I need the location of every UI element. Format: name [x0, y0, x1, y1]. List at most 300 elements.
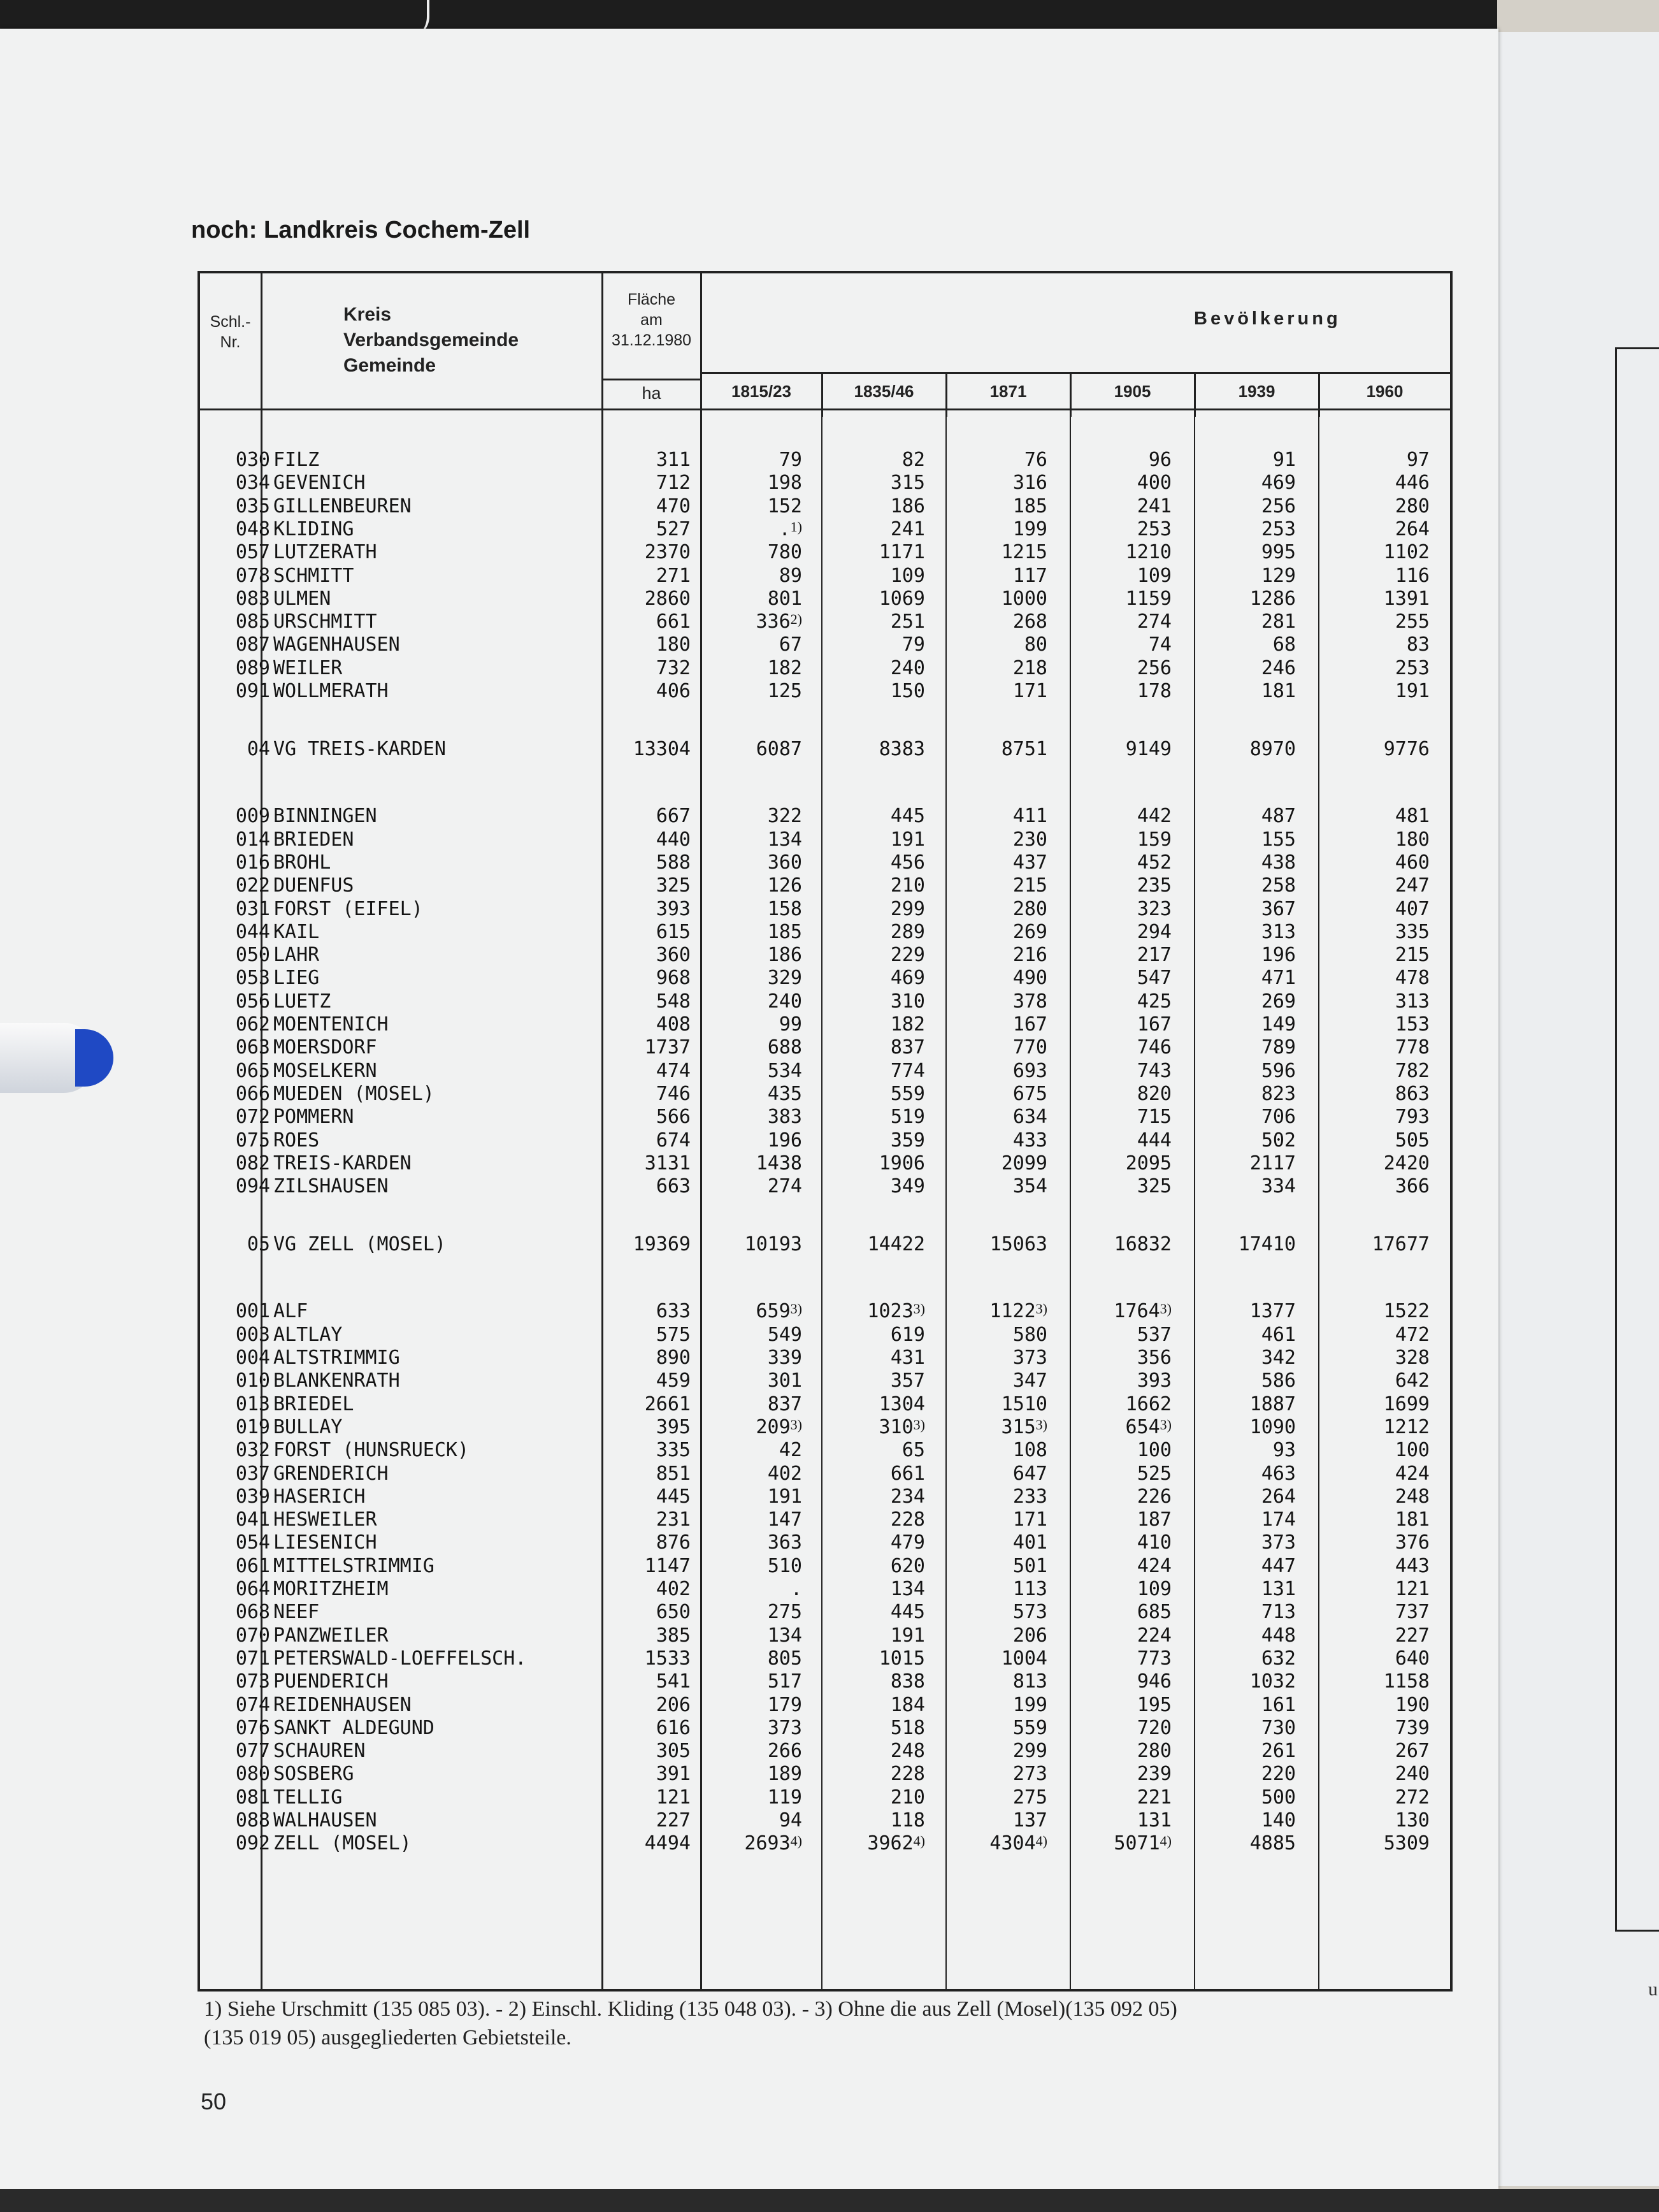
- cell-schl-nr: 044: [235, 920, 270, 943]
- cell-name: MITTELSTRIMMIG: [273, 1554, 434, 1577]
- cell-flaeche: 2860: [644, 587, 691, 610]
- cell-population: 182: [767, 656, 802, 679]
- cell-population: 2117: [1249, 1152, 1296, 1175]
- cell-population: 559: [1012, 1716, 1047, 1739]
- cell-population: 442: [1137, 805, 1172, 828]
- cell-schl-nr: 062: [235, 1013, 270, 1036]
- cell-schl-nr: 013: [235, 1392, 270, 1415]
- cell-population: 407: [1395, 897, 1430, 920]
- footnote-line: 1) Siehe Urschmitt (135 085 03). - 2) Einschl. Kliding (135 048 03). - 3) Ohne die aus Zell (Mosel)(135 092 05): [204, 1997, 1177, 2021]
- cell-population: 431: [890, 1347, 925, 1369]
- cell-flaeche: 616: [656, 1716, 691, 1739]
- cell-flaeche: 968: [656, 967, 691, 990]
- footnote-marker: 3): [1035, 1301, 1047, 1317]
- cell-flaeche: 633: [656, 1300, 691, 1323]
- cell-flaeche: 206: [656, 1693, 691, 1716]
- cell-population: 713: [1261, 1601, 1296, 1624]
- cell-population: 518: [890, 1716, 925, 1739]
- cell-population: 342: [1261, 1347, 1296, 1369]
- cell-schl-nr: 04: [247, 738, 270, 761]
- cell-population: 233: [1012, 1485, 1047, 1508]
- cell-name: SOSBERG: [273, 1763, 354, 1786]
- cell-population: 2095: [1125, 1152, 1172, 1175]
- cell-population: 2693$^{4)}$: [744, 1832, 802, 1855]
- cell-population: 17677: [1372, 1233, 1430, 1256]
- cell-population: 1887: [1249, 1392, 1296, 1415]
- cell-flaeche: 4494: [644, 1832, 691, 1855]
- cell-flaeche: 588: [656, 851, 691, 874]
- cell-population: 150: [890, 680, 925, 702]
- cell-schl-nr: 070: [235, 1624, 270, 1647]
- cell-flaeche: 1147: [644, 1554, 691, 1577]
- cell-schl-nr: 072: [235, 1106, 270, 1129]
- cell-population: 773: [1137, 1647, 1172, 1670]
- cell-schl-nr: 057: [235, 541, 270, 564]
- cell-name: ULMEN: [273, 587, 331, 610]
- cell-name: FILZ: [273, 449, 320, 471]
- cell-population: 14422: [867, 1233, 925, 1256]
- cell-population: 619: [890, 1323, 925, 1346]
- cell-schl-nr: 05: [247, 1233, 270, 1256]
- cell-population: 349: [890, 1175, 925, 1198]
- cell-population: 274: [1137, 611, 1172, 633]
- cell-population: 280: [1137, 1740, 1172, 1763]
- cell-population: 500: [1261, 1786, 1296, 1809]
- cell-population: 83: [1406, 633, 1430, 656]
- col-divider: [945, 417, 947, 1991]
- cell-flaeche: 227: [656, 1809, 691, 1832]
- footnote-line: (135 019 05) ausgegliederten Gebietsteile.: [204, 2026, 571, 2049]
- cell-population: 108: [1012, 1439, 1047, 1462]
- col-divider: [821, 417, 822, 1991]
- cell-population: 837: [890, 1036, 925, 1059]
- cell-name: LIEG: [273, 967, 320, 990]
- cell-name: WEILER: [273, 656, 343, 679]
- cell-population: 813: [1012, 1670, 1047, 1693]
- cell-population: 251: [890, 611, 925, 633]
- cell-population: 97: [1406, 449, 1430, 471]
- cell-flaeche: 732: [656, 656, 691, 679]
- col-divider: [1194, 417, 1195, 1991]
- cell-name: LUTZERATH: [273, 541, 377, 564]
- cell-population: 215: [1012, 874, 1047, 897]
- header-flaeche: Fläche am 31.12.1980: [611, 291, 692, 349]
- cell-population: 199: [1012, 1693, 1047, 1716]
- cell-flaeche: 890: [656, 1347, 691, 1369]
- cell-population: 310: [890, 990, 925, 1013]
- cell-population: 275: [767, 1601, 802, 1624]
- cell-population: 559: [890, 1082, 925, 1105]
- cell-population: 1510: [1001, 1392, 1047, 1415]
- cell-population: 147: [767, 1508, 802, 1531]
- cell-population: 226: [1137, 1485, 1172, 1508]
- cell-population: 79: [779, 449, 802, 471]
- cell-population: 264: [1395, 517, 1430, 540]
- cell-population: 258: [1261, 874, 1296, 897]
- cell-schl-nr: 031: [235, 897, 270, 920]
- cell-flaeche: 395: [656, 1415, 691, 1438]
- cell-population: 1015: [879, 1647, 925, 1670]
- cell-population: 210: [890, 874, 925, 897]
- cell-population: 80: [1024, 633, 1047, 656]
- cell-population: 444: [1137, 1129, 1172, 1152]
- cell-schl-nr: 081: [235, 1786, 270, 1809]
- cell-flaeche: 876: [656, 1531, 691, 1554]
- cell-population: 373: [1261, 1531, 1296, 1554]
- cell-population: 119: [767, 1786, 802, 1809]
- cell-schl-nr: 091: [235, 680, 270, 702]
- cell-population: 586: [1261, 1370, 1296, 1392]
- cell-population: 239: [1137, 1763, 1172, 1786]
- cell-population: 995: [1261, 541, 1296, 564]
- cell-population: 1032: [1249, 1670, 1296, 1693]
- cell-name: MOSELKERN: [273, 1059, 377, 1082]
- cell-name: WOLLMERATH: [273, 680, 389, 702]
- cell-population: 823: [1261, 1082, 1296, 1105]
- cell-flaeche: 360: [656, 944, 691, 967]
- page-number: 50: [201, 2088, 227, 2114]
- cell-population: 15063: [989, 1233, 1047, 1256]
- cell-population: 463: [1261, 1462, 1296, 1485]
- cell-flaeche: 575: [656, 1323, 691, 1346]
- cell-population: 1438: [756, 1152, 802, 1175]
- cell-population: 675: [1012, 1082, 1047, 1105]
- cell-population: 134: [890, 1578, 925, 1600]
- cell-population: 248: [1395, 1485, 1430, 1508]
- cell-population: 367: [1261, 897, 1296, 920]
- cell-population: 134: [767, 828, 802, 851]
- cell-population: 206: [1012, 1624, 1047, 1647]
- cell-population: 336$^{2)}$: [756, 611, 802, 633]
- cell-schl-nr: 074: [235, 1693, 270, 1716]
- document-page: [0, 29, 1498, 2189]
- cell-name: BRIEDEN: [273, 828, 354, 851]
- cell-population: 246: [1261, 656, 1296, 679]
- cell-population: 770: [1012, 1036, 1047, 1059]
- cell-population: 373: [1012, 1347, 1047, 1369]
- cell-population: 329: [767, 967, 802, 990]
- header-kreis: Kreis Verbandsgemeinde Gemeinde: [343, 304, 519, 376]
- cell-population: 267: [1395, 1740, 1430, 1763]
- cell-name: ALF: [273, 1300, 308, 1323]
- cell-population: 1171: [879, 541, 925, 564]
- cell-population: .: [790, 1578, 802, 1600]
- cell-population: 1377: [1249, 1300, 1296, 1323]
- cell-population: 789: [1261, 1036, 1296, 1059]
- cell-population: 76: [1024, 449, 1047, 471]
- cell-population: 383: [767, 1106, 802, 1129]
- cell-population: 447: [1261, 1554, 1296, 1577]
- cell-population: 510: [767, 1554, 802, 1577]
- cell-flaeche: 391: [656, 1763, 691, 1786]
- cell-population: 109: [890, 564, 925, 587]
- footnote-marker: 3): [1035, 1416, 1047, 1433]
- cell-population: 4885: [1249, 1832, 1296, 1855]
- cell-population: 264: [1261, 1485, 1296, 1508]
- cell-population: 68: [1272, 633, 1296, 656]
- cell-population: 272: [1395, 1786, 1430, 1809]
- cell-name: VG ZELL (MOSEL): [273, 1233, 446, 1256]
- cell-flaeche: 2370: [644, 541, 691, 564]
- cell-population: 82: [901, 449, 925, 471]
- cell-population: 9776: [1383, 738, 1430, 761]
- cell-population: 280: [1395, 495, 1430, 517]
- cell-population: 247: [1395, 874, 1430, 897]
- cell-population: 153: [1395, 1013, 1430, 1036]
- cell-schl-nr: 065: [235, 1059, 270, 1082]
- cell-population: 1004: [1001, 1647, 1047, 1670]
- adjacent-page: [1494, 32, 1659, 2186]
- cell-population: 356: [1137, 1347, 1172, 1369]
- cell-population: 266: [767, 1740, 802, 1763]
- cell-population: 376: [1395, 1531, 1430, 1554]
- cell-population: 131: [1137, 1809, 1172, 1832]
- header-year: 1835/46: [854, 382, 914, 401]
- cell-population: 487: [1261, 805, 1296, 828]
- cell-schl-nr: 004: [235, 1347, 270, 1369]
- cell-flaeche: 180: [656, 633, 691, 656]
- cell-flaeche: 674: [656, 1129, 691, 1152]
- cell-population: 805: [767, 1647, 802, 1670]
- cell-population: 1210: [1125, 541, 1172, 564]
- cell-name: ZELL (MOSEL): [273, 1832, 412, 1855]
- cell-population: 325: [1137, 1175, 1172, 1198]
- cell-population: 402: [767, 1462, 802, 1485]
- cell-population: 184: [890, 1693, 925, 1716]
- cell-name: FORST (EIFEL): [273, 897, 423, 920]
- cell-name: MOERSDORF: [273, 1036, 377, 1059]
- cell-population: 241: [1137, 495, 1172, 517]
- cell-population: 410: [1137, 1531, 1172, 1554]
- cell-flaeche: 650: [656, 1601, 691, 1624]
- cell-schl-nr: 034: [235, 472, 270, 495]
- cell-population: 1000: [1001, 587, 1047, 610]
- cell-population: 178: [1137, 680, 1172, 702]
- cell-population: 261: [1261, 1740, 1296, 1763]
- cell-population: 8970: [1249, 738, 1296, 761]
- cell-population: 224: [1137, 1624, 1172, 1647]
- cell-population: 400: [1137, 472, 1172, 495]
- cell-population: 505: [1395, 1129, 1430, 1152]
- cell-population: 435: [767, 1082, 802, 1105]
- cell-population: 1158: [1383, 1670, 1430, 1693]
- cell-population: 580: [1012, 1323, 1047, 1346]
- cell-population: 301: [767, 1370, 802, 1392]
- cell-population: 248: [890, 1740, 925, 1763]
- cell-population: 256: [1137, 656, 1172, 679]
- cell-schl-nr: 037: [235, 1462, 270, 1485]
- cell-population: 167: [1012, 1013, 1047, 1036]
- cell-population: 234: [890, 1485, 925, 1508]
- cell-population: 634: [1012, 1106, 1047, 1129]
- cell-schl-nr: 001: [235, 1300, 270, 1323]
- cell-flaeche: 406: [656, 680, 691, 702]
- cell-name: PANZWEILER: [273, 1624, 389, 1647]
- cell-population: 228: [890, 1763, 925, 1786]
- population-table: [198, 271, 1453, 1992]
- cell-population: 118: [890, 1809, 925, 1832]
- cell-population: 158: [767, 897, 802, 920]
- footnote-marker: 3): [1160, 1416, 1172, 1433]
- cell-population: 109: [1137, 564, 1172, 587]
- cell-population: 210: [890, 1786, 925, 1809]
- cell-population: 461: [1261, 1323, 1296, 1346]
- cell-schl-nr: 082: [235, 1152, 270, 1175]
- cell-population: 693: [1012, 1059, 1047, 1082]
- cell-population: 460: [1395, 851, 1430, 874]
- cell-name: REIDENHAUSEN: [273, 1693, 412, 1716]
- cell-schl-nr: 064: [235, 1578, 270, 1600]
- cell-population: 366: [1395, 1175, 1430, 1198]
- cell-schl-nr: 009: [235, 805, 270, 828]
- cell-population: 1906: [879, 1152, 925, 1175]
- cell-name: GEVENICH: [273, 472, 366, 495]
- cell-population: 322: [767, 805, 802, 828]
- cell-population: 323: [1137, 897, 1172, 920]
- cell-population: 185: [1012, 495, 1047, 517]
- cell-population: 131: [1261, 1578, 1296, 1600]
- cell-population: 155: [1261, 828, 1296, 851]
- cell-population: 79: [901, 633, 925, 656]
- header-year: 1871: [989, 382, 1027, 401]
- cell-schl-nr: 050: [235, 944, 270, 967]
- cell-population: 339: [767, 1347, 802, 1369]
- cell-name: HESWEILER: [273, 1508, 377, 1531]
- cell-population: 310$^{3)}$: [879, 1415, 925, 1438]
- cell-population: 96: [1148, 449, 1172, 471]
- cell-population: 179: [767, 1693, 802, 1716]
- cell-population: 216: [1012, 944, 1047, 967]
- cell-population: 838: [890, 1670, 925, 1693]
- cell-population: 229: [890, 944, 925, 967]
- cell-population: 501: [1012, 1554, 1047, 1577]
- cell-population: 820: [1137, 1082, 1172, 1105]
- header-rule: [601, 379, 700, 380]
- bottom-edge: [0, 2189, 1659, 2212]
- cell-population: 661: [890, 1462, 925, 1485]
- cell-schl-nr: 087: [235, 633, 270, 656]
- cell-population: 537: [1137, 1323, 1172, 1346]
- cell-population: 2099: [1001, 1152, 1047, 1175]
- cell-name: ROES: [273, 1129, 320, 1152]
- cell-population: 1090: [1249, 1415, 1296, 1438]
- cell-schl-nr: 056: [235, 990, 270, 1013]
- cell-population: 469: [890, 967, 925, 990]
- cell-name: PETERSWALD-LOEFFELSCH.: [273, 1647, 527, 1670]
- cell-population: 74: [1148, 633, 1172, 656]
- cell-flaeche: 1533: [644, 1647, 691, 1670]
- cell-population: 275: [1012, 1786, 1047, 1809]
- cell-population: 573: [1012, 1601, 1047, 1624]
- cell-population: 743: [1137, 1059, 1172, 1082]
- cell-schl-nr: 068: [235, 1601, 270, 1624]
- cell-population: 189: [767, 1763, 802, 1786]
- cell-population: 89: [779, 564, 802, 587]
- cell-population: 393: [1137, 1370, 1172, 1392]
- cell-population: 195: [1137, 1693, 1172, 1716]
- cell-population: 196: [767, 1129, 802, 1152]
- cell-population: 446: [1395, 472, 1430, 495]
- cell-population: 659$^{3)}$: [756, 1300, 802, 1323]
- cell-flaeche: 470: [656, 495, 691, 517]
- cell-population: 215: [1395, 944, 1430, 967]
- cell-flaeche: 712: [656, 472, 691, 495]
- footnote: [204, 1995, 1465, 2052]
- cell-population: 99: [779, 1013, 802, 1036]
- cell-population: 91: [1272, 449, 1296, 471]
- cell-population: 42: [779, 1439, 802, 1462]
- cell-population: 2420: [1383, 1152, 1430, 1175]
- cell-flaeche: 325: [656, 874, 691, 897]
- adjacent-page-text: u: [1648, 1979, 1658, 2000]
- cell-name: HASERICH: [273, 1485, 366, 1508]
- cell-population: 315$^{3)}$: [1001, 1415, 1047, 1438]
- cell-population: 191: [890, 1624, 925, 1647]
- cell-population: 549: [767, 1323, 802, 1346]
- cell-population: 437: [1012, 851, 1047, 874]
- cell-schl-nr: 085: [235, 611, 270, 633]
- cell-population: 946: [1137, 1670, 1172, 1693]
- cell-schl-nr: 019: [235, 1415, 270, 1438]
- cell-schl-nr: 053: [235, 967, 270, 990]
- cell-population: 117: [1012, 564, 1047, 587]
- cell-schl-nr: 088: [235, 1809, 270, 1832]
- cell-flaeche: 121: [656, 1786, 691, 1809]
- cell-population: 715: [1137, 1106, 1172, 1129]
- cell-population: 181: [1261, 680, 1296, 702]
- cell-population: .$^{1)}$: [779, 517, 802, 540]
- cell-population: 359: [890, 1129, 925, 1152]
- cell-population: 706: [1261, 1106, 1296, 1129]
- cell-population: 171: [1012, 680, 1047, 702]
- cell-population: 16832: [1114, 1233, 1172, 1256]
- cell-flaeche: 393: [656, 897, 691, 920]
- cell-population: 191: [1395, 680, 1430, 702]
- cell-population: 640: [1395, 1647, 1430, 1670]
- cell-population: 94: [779, 1809, 802, 1832]
- cell-name: ZILSHAUSEN: [273, 1175, 389, 1198]
- cell-flaeche: 474: [656, 1059, 691, 1082]
- adjacent-page-table-edge: [1615, 347, 1659, 1932]
- cell-flaeche: 548: [656, 990, 691, 1013]
- footnote-marker: 4): [790, 1833, 802, 1849]
- cell-population: 452: [1137, 851, 1172, 874]
- cell-population: 411: [1012, 805, 1047, 828]
- cell-schl-nr: 035: [235, 495, 270, 517]
- cell-population: 174: [1261, 1508, 1296, 1531]
- cell-population: 240: [890, 656, 925, 679]
- cell-population: 256: [1261, 495, 1296, 517]
- cell-population: 502: [1261, 1129, 1296, 1152]
- cell-population: 125: [767, 680, 802, 702]
- cell-population: 688: [767, 1036, 802, 1059]
- cell-flaeche: 440: [656, 828, 691, 851]
- cell-flaeche: 1737: [644, 1036, 691, 1059]
- cell-population: 443: [1395, 1554, 1430, 1577]
- cell-population: 191: [767, 1485, 802, 1508]
- cell-population: 547: [1137, 967, 1172, 990]
- cell-population: 596: [1261, 1059, 1296, 1082]
- cell-population: 1122$^{3)}$: [989, 1300, 1047, 1323]
- cell-population: 235: [1137, 874, 1172, 897]
- cell-schl-nr: 016: [235, 851, 270, 874]
- cell-schl-nr: 083: [235, 587, 270, 610]
- cell-population: 185: [767, 920, 802, 943]
- cell-flaeche: 541: [656, 1670, 691, 1693]
- cell-population: 199: [1012, 517, 1047, 540]
- cell-population: 240: [767, 990, 802, 1013]
- cell-population: 180: [1395, 828, 1430, 851]
